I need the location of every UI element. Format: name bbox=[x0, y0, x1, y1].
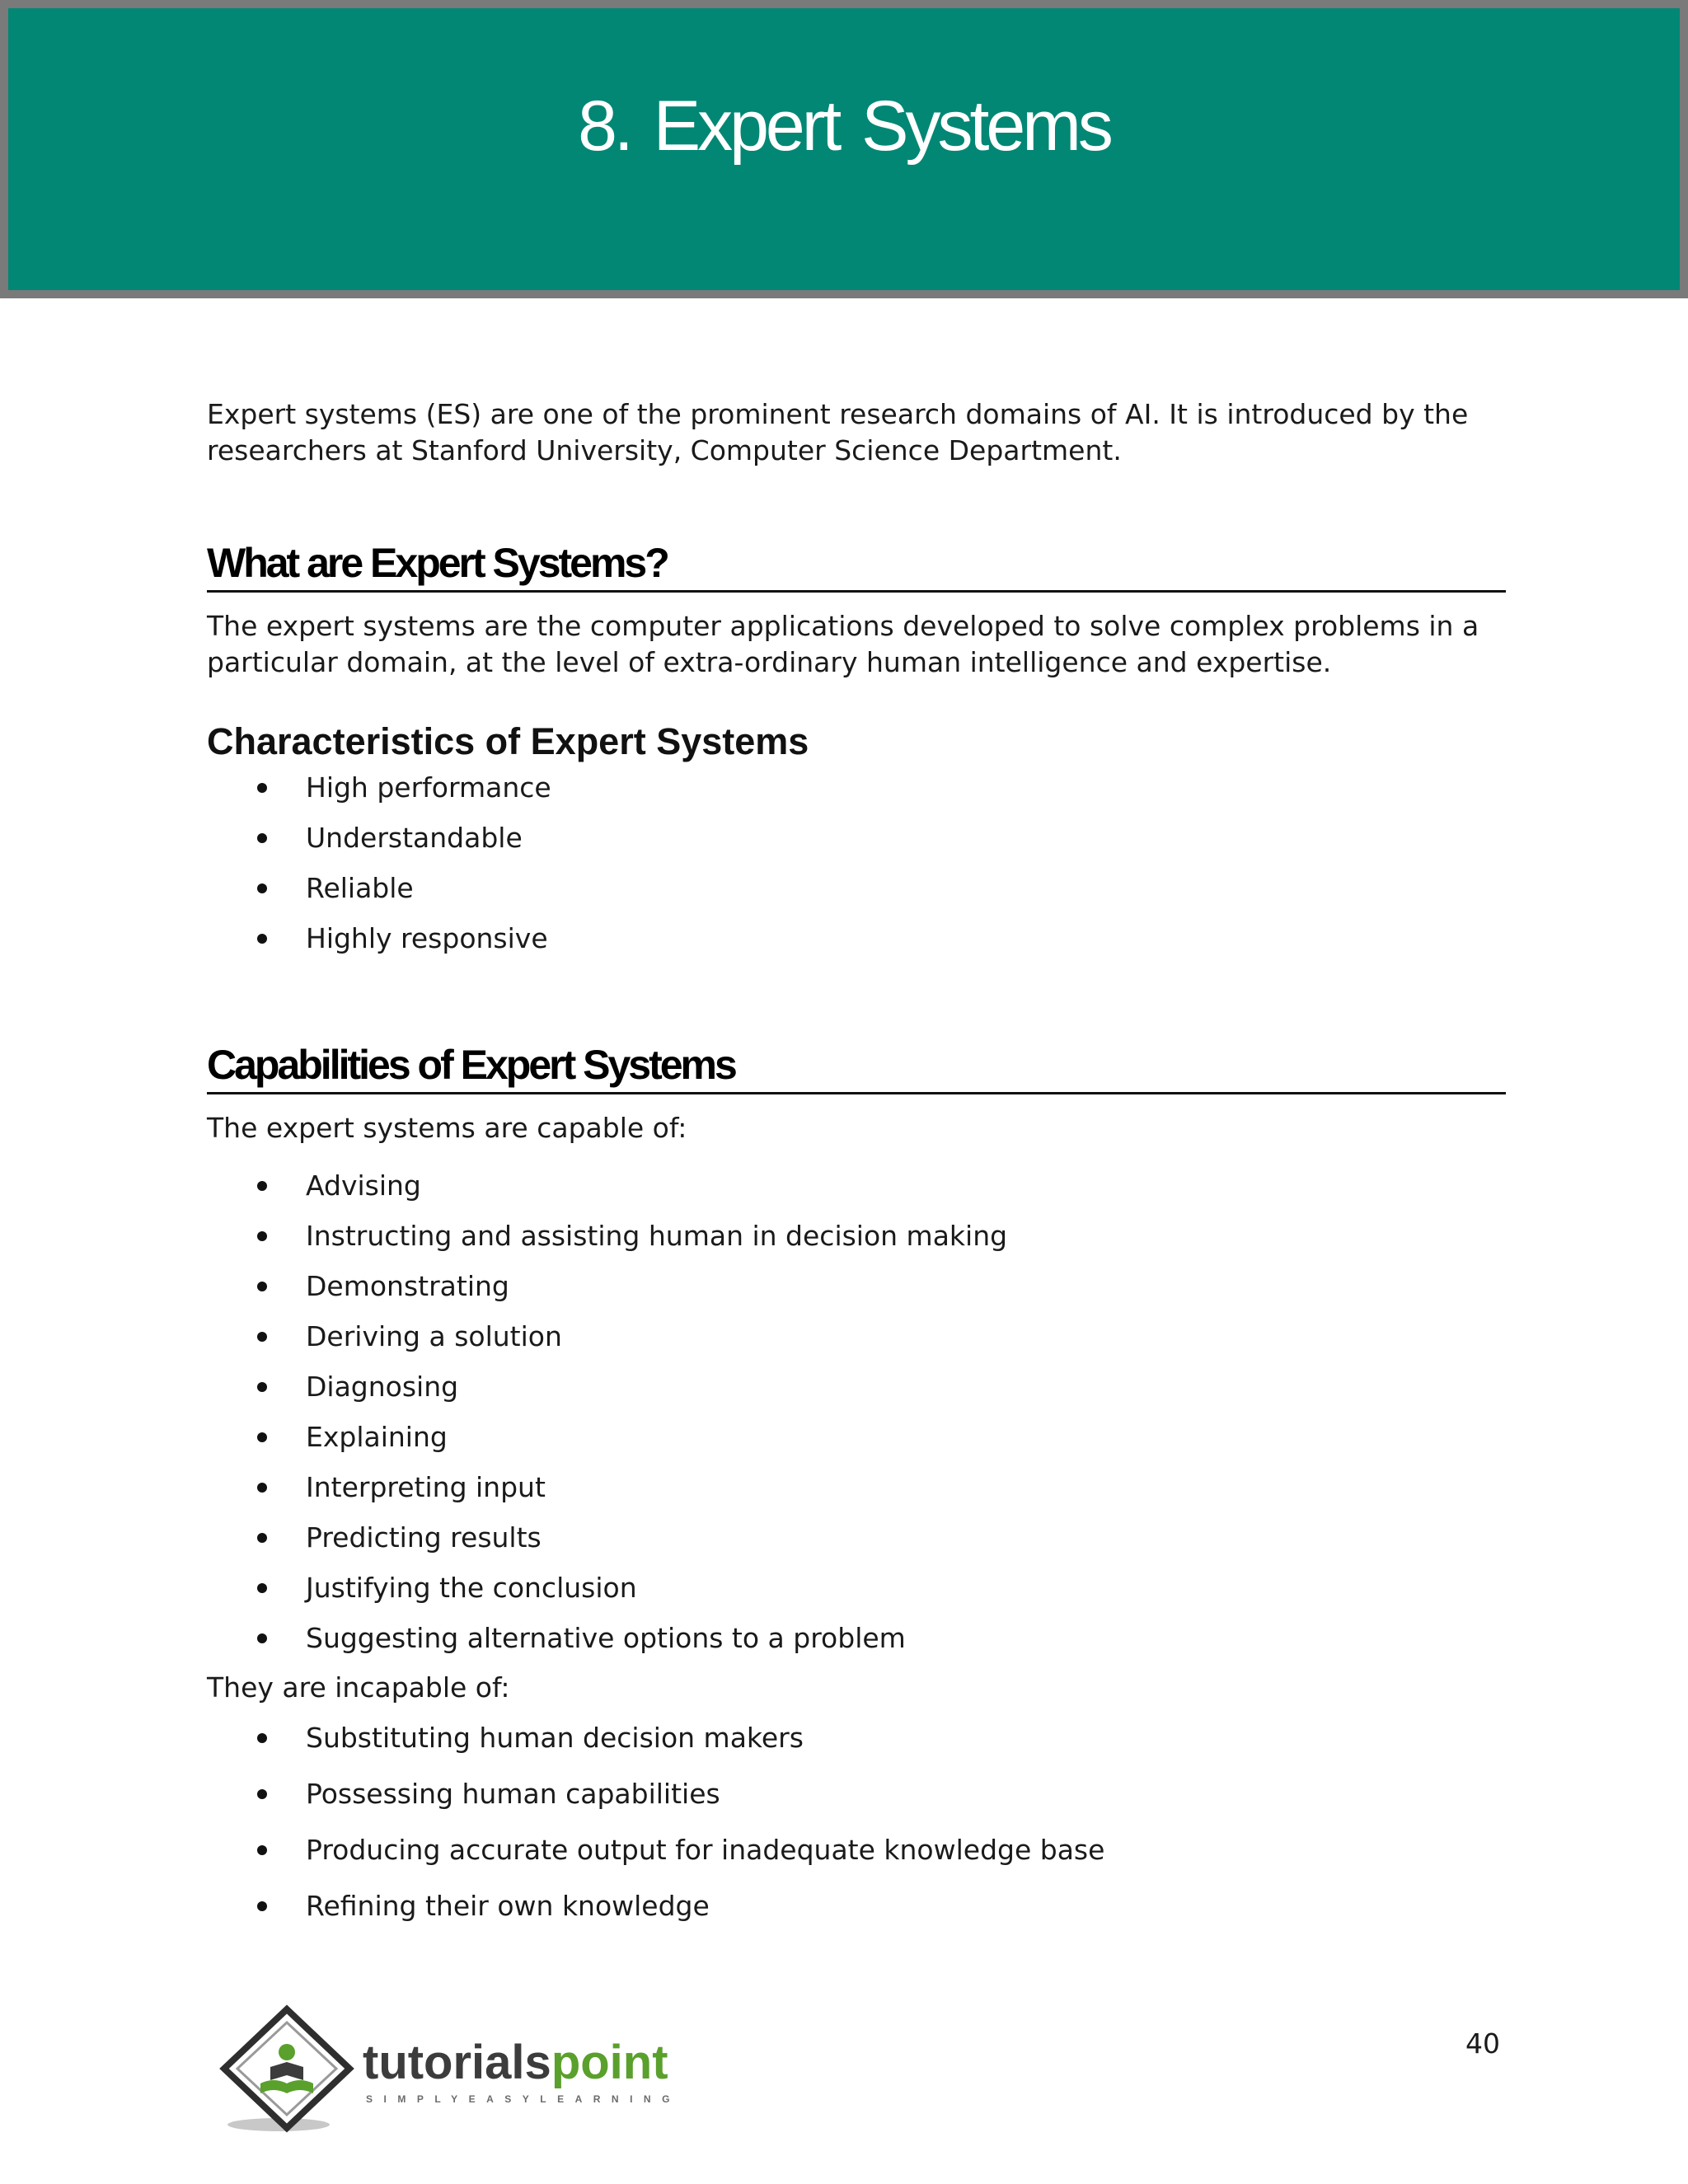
list-item-text: Diagnosing bbox=[306, 1371, 459, 1403]
list-item bbox=[0, 1520, 1007, 1570]
logo-text-dark: tutorials bbox=[363, 2036, 551, 2089]
list-item-text: Understandable bbox=[306, 822, 523, 854]
list-item-text: Interpreting input bbox=[306, 1471, 546, 1503]
intro-paragraph: Expert systems (ES) are one of the prominent research domains of AI. It is introduced by the researchers at Stanford University, Computer Science Department. bbox=[207, 398, 1469, 466]
section-heading-what-are-expert-systems: What are Expert Systems? bbox=[207, 542, 1506, 593]
list-item bbox=[0, 870, 551, 921]
section-heading-capabilities: Capabilities of Expert Systems bbox=[207, 1044, 1506, 1094]
bullet-icon bbox=[257, 1332, 267, 1342]
chapter-title: 8. Expert Systems bbox=[578, 87, 1110, 166]
list-item bbox=[0, 1469, 1007, 1520]
incapable-intro: They are incapable of: bbox=[207, 1671, 510, 1704]
list-item-text: Refining their own knowledge bbox=[306, 1890, 710, 1922]
bullet-icon bbox=[257, 1633, 267, 1643]
list-item-text: Substituting human decision makers bbox=[306, 1722, 804, 1754]
list-item-text: Advising bbox=[306, 1169, 421, 1202]
list-item bbox=[0, 921, 551, 971]
chapter-banner bbox=[0, 0, 1688, 298]
list-item bbox=[0, 1268, 1007, 1319]
bullet-icon bbox=[257, 1789, 267, 1799]
list-item-text: Suggesting alternative options to a problem bbox=[306, 1622, 906, 1654]
capable-list bbox=[0, 1168, 1007, 1671]
list-item-text: Justifying the conclusion bbox=[306, 1572, 637, 1604]
bullet-icon bbox=[257, 1733, 267, 1743]
logo-wordmark bbox=[363, 2036, 668, 2089]
list-item bbox=[0, 1319, 1007, 1369]
list-item bbox=[0, 820, 551, 870]
list-item-text: Explaining bbox=[306, 1421, 448, 1453]
list-item bbox=[0, 1218, 1007, 1268]
logo-diamond-icon bbox=[213, 2004, 361, 2136]
bullet-icon bbox=[257, 783, 267, 793]
logo-text-accent: point bbox=[551, 2036, 668, 2089]
subheading-characteristics: Characteristics of Expert Systems bbox=[207, 720, 809, 762]
list-item bbox=[0, 1168, 1007, 1218]
tutorialspoint-logo bbox=[213, 2004, 740, 2136]
bullet-icon bbox=[257, 1382, 267, 1392]
bullet-icon bbox=[257, 1432, 267, 1442]
bullet-icon bbox=[257, 1845, 267, 1855]
list-item-text: Reliable bbox=[306, 872, 414, 904]
list-item bbox=[0, 770, 551, 820]
list-item bbox=[0, 1620, 1007, 1671]
list-item-text: Deriving a solution bbox=[306, 1320, 562, 1352]
bullet-icon bbox=[257, 934, 267, 944]
bullet-icon bbox=[257, 1231, 267, 1241]
capable-intro: The expert systems are capable of: bbox=[207, 1112, 687, 1144]
list-item bbox=[0, 1369, 1007, 1419]
list-item-text: Predicting results bbox=[306, 1521, 542, 1554]
logo-tagline: SIMPLYEASYLEARNING bbox=[366, 2093, 681, 2105]
list-item bbox=[0, 1832, 1104, 1888]
list-item bbox=[0, 1570, 1007, 1620]
bullet-icon bbox=[257, 1901, 267, 1911]
bullet-icon bbox=[257, 1533, 267, 1543]
list-item-text: Possessing human capabilities bbox=[306, 1778, 720, 1810]
list-item-text: Demonstrating bbox=[306, 1270, 509, 1302]
bullet-icon bbox=[257, 883, 267, 893]
bullet-icon bbox=[257, 1181, 267, 1191]
list-item-text: Producing accurate output for inadequate knowledge base bbox=[306, 1834, 1105, 1866]
bullet-icon bbox=[257, 1282, 267, 1291]
list-item-text: Highly responsive bbox=[306, 922, 548, 954]
list-item bbox=[0, 1776, 1104, 1832]
bullet-icon bbox=[257, 1483, 267, 1493]
list-item-text: Instructing and assisting human in decision making bbox=[306, 1220, 1008, 1252]
bullet-icon bbox=[257, 1583, 267, 1593]
list-item bbox=[0, 1720, 1104, 1776]
characteristics-list bbox=[0, 770, 551, 971]
incapable-list bbox=[0, 1720, 1104, 1944]
list-item bbox=[0, 1419, 1007, 1469]
page-number: 40 bbox=[1465, 2027, 1500, 2060]
definition-paragraph: The expert systems are the computer applications developed to solve complex problems in a particular domain, at the level of extra-ordinary human intelligence and expertise. bbox=[207, 610, 1479, 678]
bullet-icon bbox=[257, 833, 267, 843]
list-item bbox=[0, 1888, 1104, 1944]
list-item-text: High performance bbox=[306, 771, 551, 804]
